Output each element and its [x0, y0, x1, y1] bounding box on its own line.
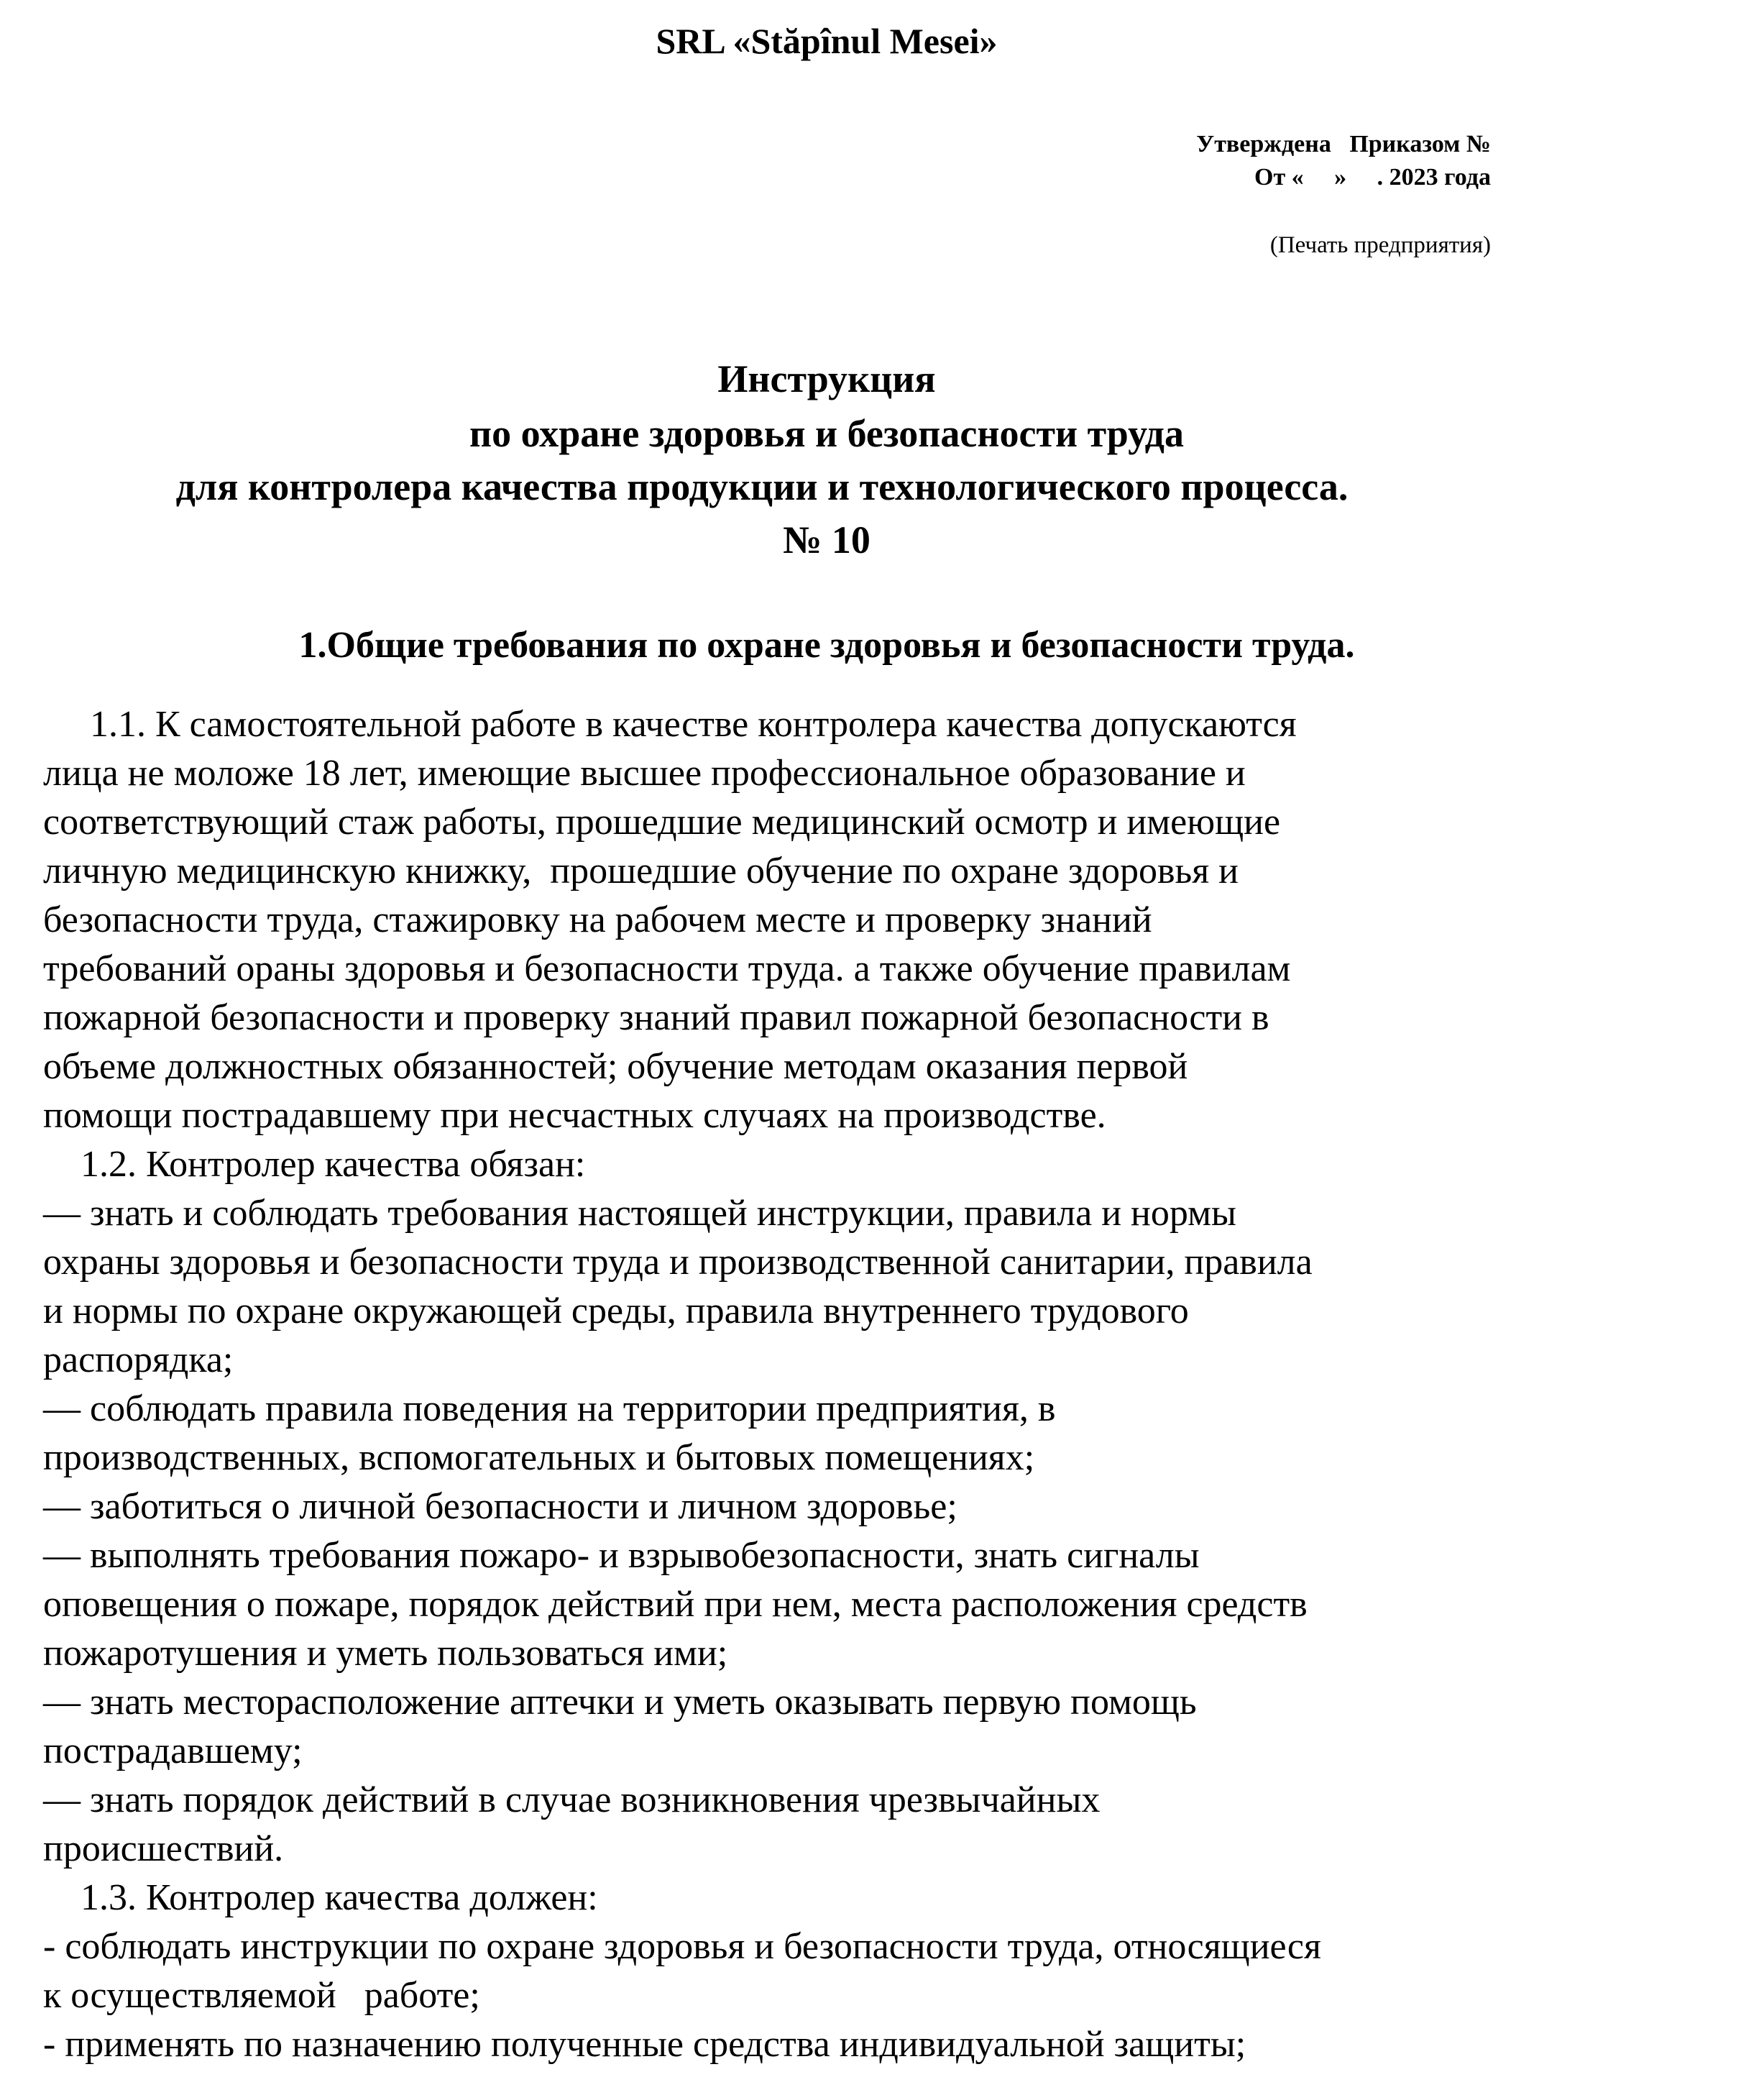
- body-line: 1.3. Контролер качества должен:: [43, 1877, 598, 1918]
- body-line: - применять по назначению полученные средства индивидуальной защиты;: [43, 2024, 1246, 2065]
- section-heading: 1.Общие требования по охране здоровья и безопасности труда.: [298, 625, 1355, 666]
- approval-date-line: От « » . 2023 года: [1254, 164, 1491, 191]
- stamp-note: (Печать предприятия): [1269, 232, 1491, 258]
- body-line: — выполнять требования пожаро- и взрывобезопасности, знать сигналы: [43, 1535, 1200, 1576]
- body-line: пожарной безопасности и проверку знаний правил пожарной безопасности в: [43, 997, 1269, 1038]
- title-line-2: по охране здоровья и безопасности труда: [469, 412, 1185, 455]
- body-line: соответствующий стаж работы, прошедшие медицинский осмотр и имеющие: [43, 802, 1281, 843]
- body-line: происшествий.: [43, 1828, 284, 1869]
- approval-line: Утверждена Приказом №: [1196, 131, 1491, 157]
- body-line: — соблюдать правила поведения на территории предприятия, в: [43, 1388, 1056, 1429]
- title-line-3: для контролера качества продукции и технологического процесса.: [175, 465, 1349, 508]
- body-line: охраны здоровья и безопасности труда и производственной санитарии, правила: [43, 1242, 1313, 1283]
- body-line: — знать и соблюдать требования настоящей инструкции, правила и нормы: [43, 1193, 1236, 1234]
- body-line: безопасности труда, стажировку на рабочем месте и проверку знаний: [43, 899, 1152, 940]
- body-line: лица не моложе 18 лет, имеющие высшее профессиональное образование и: [43, 753, 1246, 794]
- body-line: пожаротушения и уметь пользоваться ими;: [43, 1633, 728, 1674]
- body-line: требований ораны здоровья и безопасности труда. а также обучение правилам: [43, 948, 1291, 989]
- body-line: — заботиться о личной безопасности и личном здоровье;: [43, 1486, 957, 1527]
- body-line: 1.2. Контролер качества обязан:: [43, 1144, 586, 1185]
- body-text: [43, 700, 1495, 2069]
- body-line: личную медицинскую книжку, прошедшие обучение по охране здоровья и: [43, 851, 1239, 891]
- body-line: распорядка;: [43, 1339, 234, 1380]
- body-line: и нормы по охране окружающей среды, правила внутреннего трудового: [43, 1291, 1189, 1331]
- body-line: — знать месторасположение аптечки и уметь оказывать первую помощь: [43, 1682, 1197, 1723]
- body-line: — знать порядок действий в случае возникновения чрезвычайных: [43, 1779, 1101, 1820]
- body-line: 1.1. К самостоятельной работе в качестве контролера качества допускаются: [43, 704, 1297, 745]
- body-line: объеме должностных обязанностей; обучение методам оказания первой: [43, 1046, 1188, 1087]
- body-line: пострадавшему;: [43, 1730, 303, 1771]
- body-line: - соблюдать инструкции по охране здоровья и безопасности труда, относящиеся: [43, 1926, 1321, 1967]
- body-line: помощи пострадавшему при несчастных случаях на производстве.: [43, 1095, 1106, 1136]
- company-name: SRL «Stăpînul Mesei»: [656, 21, 998, 61]
- body-line: оповещения о пожаре, порядок действий при нем, места расположения средств: [43, 1584, 1308, 1625]
- body-line: к осуществляемой работе;: [43, 1975, 480, 2016]
- title-line-1: Инструкция: [717, 357, 936, 400]
- title-line-4: № 10: [783, 518, 870, 561]
- body-line: производственных, вспомогательных и бытовых помещениях;: [43, 1437, 1035, 1478]
